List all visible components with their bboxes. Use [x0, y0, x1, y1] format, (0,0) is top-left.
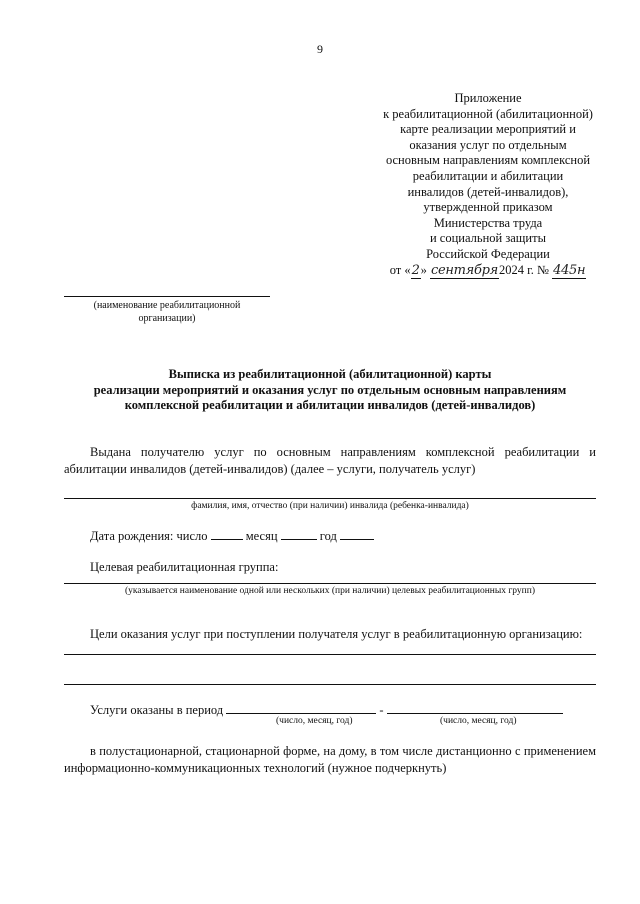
appendix-line: Российской Федерации — [426, 246, 550, 261]
birth-month-label: месяц — [245, 529, 278, 543]
birth-day-blank — [211, 528, 243, 540]
order-year: 2024 г. № — [498, 262, 549, 277]
document-title — [64, 367, 596, 414]
appendix-line: реабилитации и абилитации — [412, 168, 564, 183]
appendix-block — [378, 91, 598, 278]
period-to-caption: (число, месяц, год) — [440, 716, 517, 726]
birth-year-label: год — [319, 529, 337, 543]
birth-month-blank — [281, 528, 317, 540]
goals-line-2 — [64, 684, 596, 685]
target-group-caption: (указывается наименование одной или нескольких (при наличии) целевых реабилитационных групп) — [125, 586, 535, 596]
order-quote-close: » — [420, 262, 427, 277]
birth-date-row — [90, 528, 374, 544]
order-number: 445н — [553, 262, 586, 278]
appendix-line: инвалидов (детей-инвалидов), — [407, 184, 569, 199]
title-line-3: комплексной реабилитации и абилитации инвалидов (детей-инвалидов) — [124, 398, 536, 413]
fio-caption: фамилия, имя, отчество (при наличии) инвалида (ребенка-инвалида) — [191, 501, 469, 511]
title-line-2: реализации мероприятий и оказания услуг по отдельным основным направлениям — [93, 382, 567, 397]
appendix-line: основным направлениям комплексной — [385, 153, 591, 168]
period-from-blank — [226, 702, 376, 714]
appendix-line: оказания услуг по отдельным — [409, 137, 567, 152]
appendix-line: Министерства труда — [433, 215, 543, 230]
goals-label: Цели оказания услуг при поступлении получателя услуг в реабилитационную организацию: — [90, 627, 583, 641]
birth-year-blank — [340, 528, 374, 540]
order-month: сентября — [431, 262, 498, 278]
org-name-line — [64, 296, 270, 297]
appendix-line: утвержденной приказом — [423, 200, 553, 215]
target-group-line — [64, 583, 596, 584]
appendix-line: и социальной защиты — [429, 231, 546, 246]
period-from-caption: (число, месяц, год) — [276, 716, 353, 726]
appendix-line: Приложение — [454, 91, 522, 105]
fio-line — [64, 498, 596, 499]
period-label: Услуги оказаны в период — [90, 703, 224, 717]
issued-paragraph: Выдана получателю услуг по основным направлениям комплексной реабилитации и абилитации инвалидов (детей-инвалидов) (далее – услуги, получатель услуг) — [64, 445, 596, 476]
form-paragraph: в полустационарной, стационарной форме, на дому, в том числе дистанционно с применением информационно-коммуникационных технологий (нужное подчеркнуть) — [64, 744, 596, 775]
goals-line-1 — [64, 654, 596, 655]
appendix-line: карте реализации мероприятий и — [400, 122, 576, 137]
order-date-line — [378, 263, 598, 279]
order-day: 2 — [411, 262, 420, 278]
birth-day-label: Дата рождения: число — [90, 529, 208, 543]
period-dash: - — [379, 703, 384, 717]
page-number: 9 — [317, 42, 323, 56]
period-to-blank — [387, 702, 563, 714]
order-prefix: от « — [389, 262, 411, 277]
title-line-1: Выписка из реабилитационной (абилитационной) карты — [168, 367, 492, 381]
org-name-caption: (наименование реабилитационной организации) — [93, 300, 241, 324]
appendix-line: к реабилитационной (абилитационной) — [383, 106, 593, 121]
target-group-label: Целевая реабилитационная группа: — [90, 560, 279, 574]
